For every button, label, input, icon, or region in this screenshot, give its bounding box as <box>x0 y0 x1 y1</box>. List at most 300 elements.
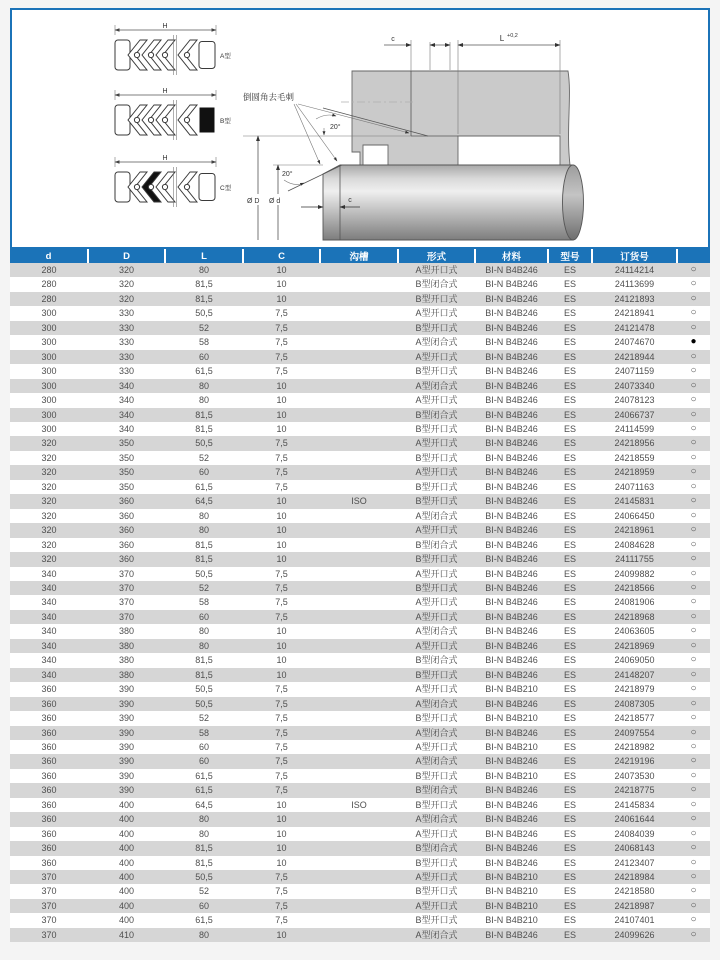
dim-c-bottom-label: c <box>348 197 352 204</box>
cell-order_no: 24084628 <box>614 539 655 550</box>
cell-material: BI-N B4B246 <box>485 857 538 868</box>
cell-D: 400 <box>118 843 135 854</box>
table-row <box>10 350 710 364</box>
cell-d: 320 <box>41 496 57 507</box>
cell-form: B型开口式 <box>415 669 458 680</box>
cell-order_no: 24114599 <box>614 423 655 434</box>
availability-marker: ○ <box>690 553 697 565</box>
cell-model: ES <box>563 582 576 593</box>
table-row <box>10 841 710 855</box>
cell-model: ES <box>563 900 576 911</box>
cell-groove <box>320 928 398 942</box>
cell-material: BI-N B4B246 <box>485 698 538 709</box>
cell-model: ES <box>563 698 576 709</box>
cell-model: ES <box>563 452 576 463</box>
cell-form: B型闭合式 <box>415 539 458 550</box>
cell-L: 81,5 <box>195 857 213 868</box>
table-row <box>10 364 710 378</box>
cell-C: 10 <box>276 554 287 565</box>
availability-marker: ○ <box>690 292 697 304</box>
cell-C: 10 <box>276 279 287 290</box>
cell-groove <box>320 538 398 552</box>
cell-model: ES <box>563 799 576 810</box>
table-row <box>10 436 710 450</box>
cell-groove <box>320 408 398 422</box>
cell-L: 80 <box>198 626 209 637</box>
cell-L: 81,5 <box>195 843 213 854</box>
cell-D: 380 <box>118 640 135 651</box>
cell-groove <box>320 321 398 335</box>
cell-material: BI-N B4B246 <box>485 452 538 463</box>
cell-L: 80 <box>198 510 209 521</box>
cell-C: 7,5 <box>275 452 288 463</box>
cell-material: BI-N B4B210 <box>485 684 538 695</box>
cell-form: B型开口式 <box>415 452 458 463</box>
availability-marker: ○ <box>690 264 697 275</box>
cell-order_no: 24121893 <box>614 293 655 304</box>
cell-material: BI-N B4B210 <box>485 872 538 883</box>
cell-D: 400 <box>118 886 135 897</box>
cell-C: 7,5 <box>275 713 288 724</box>
cell-C: 10 <box>276 510 287 521</box>
cell-L: 81,5 <box>195 655 213 666</box>
cell-C: 10 <box>276 409 287 420</box>
cell-C: 7,5 <box>275 322 288 333</box>
cell-form: B型开口式 <box>415 293 458 304</box>
cell-D: 350 <box>118 438 135 449</box>
cell-material: BI-N B4B246 <box>485 640 538 651</box>
cell-form: A型开口式 <box>415 308 458 319</box>
availability-marker: ○ <box>690 740 697 752</box>
cell-material: BI-N B4B246 <box>485 727 538 738</box>
cell-groove <box>320 422 398 436</box>
cell-groove <box>320 899 398 913</box>
cell-d: 360 <box>41 698 57 709</box>
cell-model: ES <box>563 814 576 825</box>
dim-h-label: H <box>162 88 168 95</box>
cell-material: BI-N B4B210 <box>485 770 538 781</box>
cell-form: A型开口式 <box>415 568 458 579</box>
cell-d: 340 <box>41 655 57 666</box>
availability-marker: ○ <box>690 451 697 463</box>
availability-marker: ○ <box>690 495 697 507</box>
cell-d: 360 <box>41 843 57 854</box>
cell-d: 370 <box>41 915 57 926</box>
cell-form: B型闭合式 <box>415 409 458 420</box>
cell-D: 320 <box>118 293 135 304</box>
cell-model: ES <box>563 857 576 868</box>
cell-model: ES <box>563 467 576 478</box>
cell-D: 400 <box>118 828 135 839</box>
cell-groove <box>320 552 398 566</box>
table-row <box>10 379 710 393</box>
cell-form: B型开口式 <box>415 366 458 377</box>
cell-groove <box>320 624 398 638</box>
column-header-order_no: 订货号 <box>592 249 677 263</box>
cell-L: 60 <box>198 900 209 911</box>
cell-D: 330 <box>118 366 135 377</box>
cell-C: 7,5 <box>275 770 288 781</box>
cell-order_no: 24218982 <box>614 741 655 752</box>
cell-form: A型开口式 <box>415 351 458 362</box>
cell-L: 50,5 <box>195 308 213 319</box>
cell-material: BI-N B4B246 <box>485 409 538 420</box>
cell-groove <box>320 856 398 870</box>
availability-marker: ○ <box>690 827 697 839</box>
dim-l-tolerance: +0,2 <box>507 33 518 39</box>
cell-D: 370 <box>118 582 135 593</box>
table-row <box>10 277 710 291</box>
cell-model: ES <box>563 929 576 940</box>
availability-marker: ○ <box>690 610 697 622</box>
cell-material: BI-N B4B210 <box>485 741 538 752</box>
column-header-availability <box>677 249 710 263</box>
cell-C: 7,5 <box>275 785 288 796</box>
cell-d: 340 <box>41 640 57 651</box>
cell-material: BI-N B4B246 <box>485 828 538 839</box>
table-row <box>10 668 710 682</box>
cell-C: 10 <box>276 539 287 550</box>
cell-L: 64,5 <box>195 799 213 810</box>
cell-model: ES <box>563 843 576 854</box>
availability-marker: ○ <box>690 639 697 651</box>
cell-form: B型开口式 <box>415 915 458 926</box>
cell-D: 330 <box>118 322 135 333</box>
cell-form: B型开口式 <box>415 496 458 507</box>
cell-L: 50,5 <box>195 872 213 883</box>
cell-material: BI-N B4B210 <box>485 915 538 926</box>
cell-order_no: 24113699 <box>614 279 655 290</box>
cell-order_no: 24087305 <box>614 698 655 709</box>
table-row <box>10 653 710 667</box>
cell-C: 10 <box>276 525 287 536</box>
cell-d: 360 <box>41 828 57 839</box>
cell-material: BI-N B4B246 <box>485 279 538 290</box>
cell-groove <box>320 567 398 581</box>
cell-D: 330 <box>118 308 135 319</box>
availability-marker: ○ <box>690 466 697 478</box>
deburr-note: 倒圆角去毛刺 <box>243 92 295 102</box>
cell-D: 350 <box>118 467 135 478</box>
cell-model: ES <box>563 395 576 406</box>
cell-form: A型闭合式 <box>415 626 458 637</box>
cell-C: 10 <box>276 655 287 666</box>
cell-C: 10 <box>276 814 287 825</box>
cell-L: 61,5 <box>195 915 213 926</box>
availability-marker: ○ <box>690 871 697 883</box>
cell-form: A型开口式 <box>415 438 458 449</box>
cell-L: 81,5 <box>195 554 213 565</box>
cell-form: A型闭合式 <box>415 510 458 521</box>
table-row <box>10 856 710 870</box>
table-row <box>10 783 710 797</box>
cell-order_no: 24218984 <box>614 872 655 883</box>
cell-form: B型开口式 <box>415 423 458 434</box>
angle-upper-label: 20° <box>330 124 341 131</box>
cell-groove <box>320 913 398 927</box>
cell-form: B型开口式 <box>415 481 458 492</box>
cell-C: 10 <box>276 669 287 680</box>
cell-D: 370 <box>118 597 135 608</box>
cell-model: ES <box>563 279 576 290</box>
cell-groove <box>320 451 398 465</box>
cell-material: BI-N B4B246 <box>485 611 538 622</box>
cell-model: ES <box>563 684 576 695</box>
cell-D: 400 <box>118 915 135 926</box>
cell-order_no: 24068143 <box>614 843 655 854</box>
cell-d: 360 <box>41 756 57 767</box>
availability-marker: ○ <box>690 437 697 449</box>
cell-groove <box>320 306 398 320</box>
cell-d: 360 <box>41 785 57 796</box>
cell-form: B型开口式 <box>415 713 458 724</box>
availability-marker: ○ <box>690 307 697 319</box>
cell-D: 340 <box>118 423 135 434</box>
cell-d: 300 <box>41 409 57 420</box>
cell-form: A型开口式 <box>415 395 458 406</box>
cell-d: 280 <box>41 293 57 304</box>
cell-form: A型开口式 <box>415 900 458 911</box>
cell-form: A型闭合式 <box>415 814 458 825</box>
cell-form: A型闭合式 <box>415 698 458 709</box>
cell-d: 360 <box>41 799 57 810</box>
table-row <box>10 726 710 740</box>
cell-order_no: 24218979 <box>614 684 655 695</box>
cell-d: 300 <box>41 423 57 434</box>
cell-model: ES <box>563 366 576 377</box>
cell-model: ES <box>563 741 576 752</box>
cell-order_no: 24084039 <box>614 828 655 839</box>
cell-C: 7,5 <box>275 337 288 348</box>
type-c-label: C型 <box>220 185 232 192</box>
table-row <box>10 812 710 826</box>
cell-D: 400 <box>118 814 135 825</box>
cell-model: ES <box>563 337 576 348</box>
cell-order_no: 24219196 <box>614 756 655 767</box>
cell-order_no: 24111755 <box>615 554 654 565</box>
cell-model: ES <box>563 597 576 608</box>
cell-groove <box>320 292 398 306</box>
cell-L: 81,5 <box>195 293 213 304</box>
cell-D: 340 <box>118 380 135 391</box>
cell-material: BI-N B4B246 <box>485 366 538 377</box>
cell-d: 360 <box>41 741 57 752</box>
cell-model: ES <box>563 886 576 897</box>
table-row <box>10 321 710 335</box>
cell-L: 81,5 <box>195 423 213 434</box>
cell-d: 280 <box>41 279 57 290</box>
cell-D: 390 <box>118 713 135 724</box>
cell-model: ES <box>563 423 576 434</box>
cell-C: 10 <box>276 423 287 434</box>
cell-L: 60 <box>198 351 209 362</box>
cell-groove <box>320 668 398 682</box>
cell-d: 300 <box>41 337 57 348</box>
cell-material: BI-N B4B246 <box>485 265 538 275</box>
availability-marker: ○ <box>690 798 697 810</box>
cell-d: 300 <box>41 366 57 377</box>
cell-groove <box>320 827 398 841</box>
cell-d: 340 <box>41 626 57 637</box>
cell-material: BI-N B4B210 <box>485 900 538 911</box>
table-row <box>10 480 710 494</box>
cell-groove <box>320 277 398 291</box>
cell-groove <box>320 726 398 740</box>
cell-groove <box>320 350 398 364</box>
cell-order_no: 24218944 <box>614 351 655 362</box>
cell-D: 360 <box>118 496 135 507</box>
availability-marker: ○ <box>690 350 697 362</box>
cell-form: B型开口式 <box>415 770 458 781</box>
cell-material: BI-N B4B246 <box>485 568 538 579</box>
cell-C: 10 <box>276 395 287 406</box>
cell-L: 50,5 <box>195 698 213 709</box>
column-header-D: D <box>88 249 165 263</box>
cell-C: 7,5 <box>275 366 288 377</box>
cell-order_no: 24097554 <box>614 727 655 738</box>
table-row <box>10 509 710 523</box>
cell-L: 52 <box>198 452 209 463</box>
cell-C: 10 <box>276 640 287 651</box>
cell-order_no: 24218969 <box>614 640 655 651</box>
shaft-end-dome <box>563 165 584 240</box>
cell-model: ES <box>563 481 576 492</box>
table-row <box>10 567 710 581</box>
cell-order_no: 24218961 <box>614 525 655 536</box>
cell-d: 300 <box>41 308 57 319</box>
table-row <box>10 870 710 884</box>
cell-order_no: 24061644 <box>614 814 655 825</box>
technical-drawing-panel <box>10 8 710 249</box>
cell-material: BI-N B4B246 <box>485 423 538 434</box>
cell-order_no: 24218775 <box>614 785 655 796</box>
cell-D: 380 <box>118 626 135 637</box>
cell-C: 7,5 <box>275 568 288 579</box>
cell-groove <box>320 523 398 537</box>
cell-form: A型开口式 <box>415 640 458 651</box>
cell-L: 81,5 <box>195 539 213 550</box>
table-row <box>10 422 710 436</box>
cell-form: B型开口式 <box>415 554 458 565</box>
table-row <box>10 393 710 407</box>
cell-L: 81,5 <box>195 279 213 290</box>
dia-inner-label: Ø d <box>269 198 281 205</box>
cell-material: BI-N B4B246 <box>485 843 538 854</box>
cell-order_no: 24218566 <box>614 582 655 593</box>
cell-D: 340 <box>118 395 135 406</box>
cell-d: 370 <box>41 929 57 940</box>
cell-C: 7,5 <box>275 308 288 319</box>
column-header-form: 形式 <box>398 249 475 263</box>
cell-d: 300 <box>41 395 57 406</box>
cell-L: 52 <box>198 886 209 897</box>
cell-material: BI-N B4B210 <box>485 886 538 897</box>
cell-order_no: 24123407 <box>614 857 655 868</box>
cell-material: BI-N B4B246 <box>485 467 538 478</box>
cell-L: 64,5 <box>195 496 213 507</box>
cell-order_no: 24121478 <box>614 322 655 333</box>
cell-form: A型开口式 <box>415 611 458 622</box>
cell-C: 7,5 <box>275 582 288 593</box>
table-row <box>10 711 710 725</box>
table-row <box>10 306 710 320</box>
cell-material: BI-N B4B246 <box>485 322 538 333</box>
cell-L: 61,5 <box>195 481 213 492</box>
cell-material: BI-N B4B210 <box>485 713 538 724</box>
cell-order_no: 24218559 <box>614 452 655 463</box>
cell-model: ES <box>563 568 576 579</box>
cell-order_no: 24069050 <box>614 655 655 666</box>
cell-material: BI-N B4B246 <box>485 799 538 810</box>
cell-model: ES <box>563 640 576 651</box>
cell-groove <box>320 740 398 754</box>
cell-order_no: 24114214 <box>614 265 655 275</box>
cell-order_no: 24099882 <box>614 568 655 579</box>
cell-order_no: 24218577 <box>614 713 655 724</box>
cell-d: 360 <box>41 814 57 825</box>
column-header-C: C <box>243 249 320 263</box>
cell-form: A型开口式 <box>415 684 458 695</box>
cell-groove <box>320 653 398 667</box>
cell-d: 360 <box>41 770 57 781</box>
cell-model: ES <box>563 525 576 536</box>
cell-form: B型开口式 <box>415 322 458 333</box>
cell-d: 360 <box>41 857 57 868</box>
availability-marker: ● <box>690 336 697 348</box>
availability-marker: ○ <box>690 885 697 897</box>
cell-model: ES <box>563 510 576 521</box>
cell-material: BI-N B4B246 <box>485 395 538 406</box>
table-row <box>10 624 710 638</box>
cell-D: 370 <box>118 568 135 579</box>
spec-table-header-row <box>10 249 710 263</box>
cell-order_no: 24148207 <box>614 669 655 680</box>
cell-groove <box>320 263 398 277</box>
availability-marker: ○ <box>690 712 697 724</box>
cell-form: A型开口式 <box>415 741 458 752</box>
cell-d: 320 <box>41 467 57 478</box>
cell-L: 81,5 <box>195 409 213 420</box>
cell-D: 360 <box>118 539 135 550</box>
availability-marker: ○ <box>690 899 697 911</box>
cell-D: 390 <box>118 770 135 781</box>
availability-marker: ○ <box>690 625 697 637</box>
cell-material: BI-N B4B246 <box>485 554 538 565</box>
cell-D: 390 <box>118 756 135 767</box>
table-row <box>10 263 710 277</box>
cell-L: 61,5 <box>195 770 213 781</box>
table-row <box>10 798 710 812</box>
cell-model: ES <box>563 265 576 275</box>
column-header-model: 型号 <box>548 249 592 263</box>
availability-marker: ○ <box>690 596 697 608</box>
availability-marker: ○ <box>690 755 697 767</box>
cell-D: 400 <box>118 872 135 883</box>
cell-groove <box>320 754 398 768</box>
cell-model: ES <box>563 539 576 550</box>
shaft-section <box>323 165 573 240</box>
cell-C: 7,5 <box>275 727 288 738</box>
cell-L: 52 <box>198 582 209 593</box>
cell-model: ES <box>563 785 576 796</box>
cell-D: 350 <box>118 481 135 492</box>
availability-marker: ○ <box>690 422 697 434</box>
cell-form: A型闭合式 <box>415 380 458 391</box>
table-row <box>10 451 710 465</box>
cell-form: B型闭合式 <box>415 279 458 290</box>
table-row <box>10 928 710 942</box>
cell-d: 320 <box>41 539 57 550</box>
